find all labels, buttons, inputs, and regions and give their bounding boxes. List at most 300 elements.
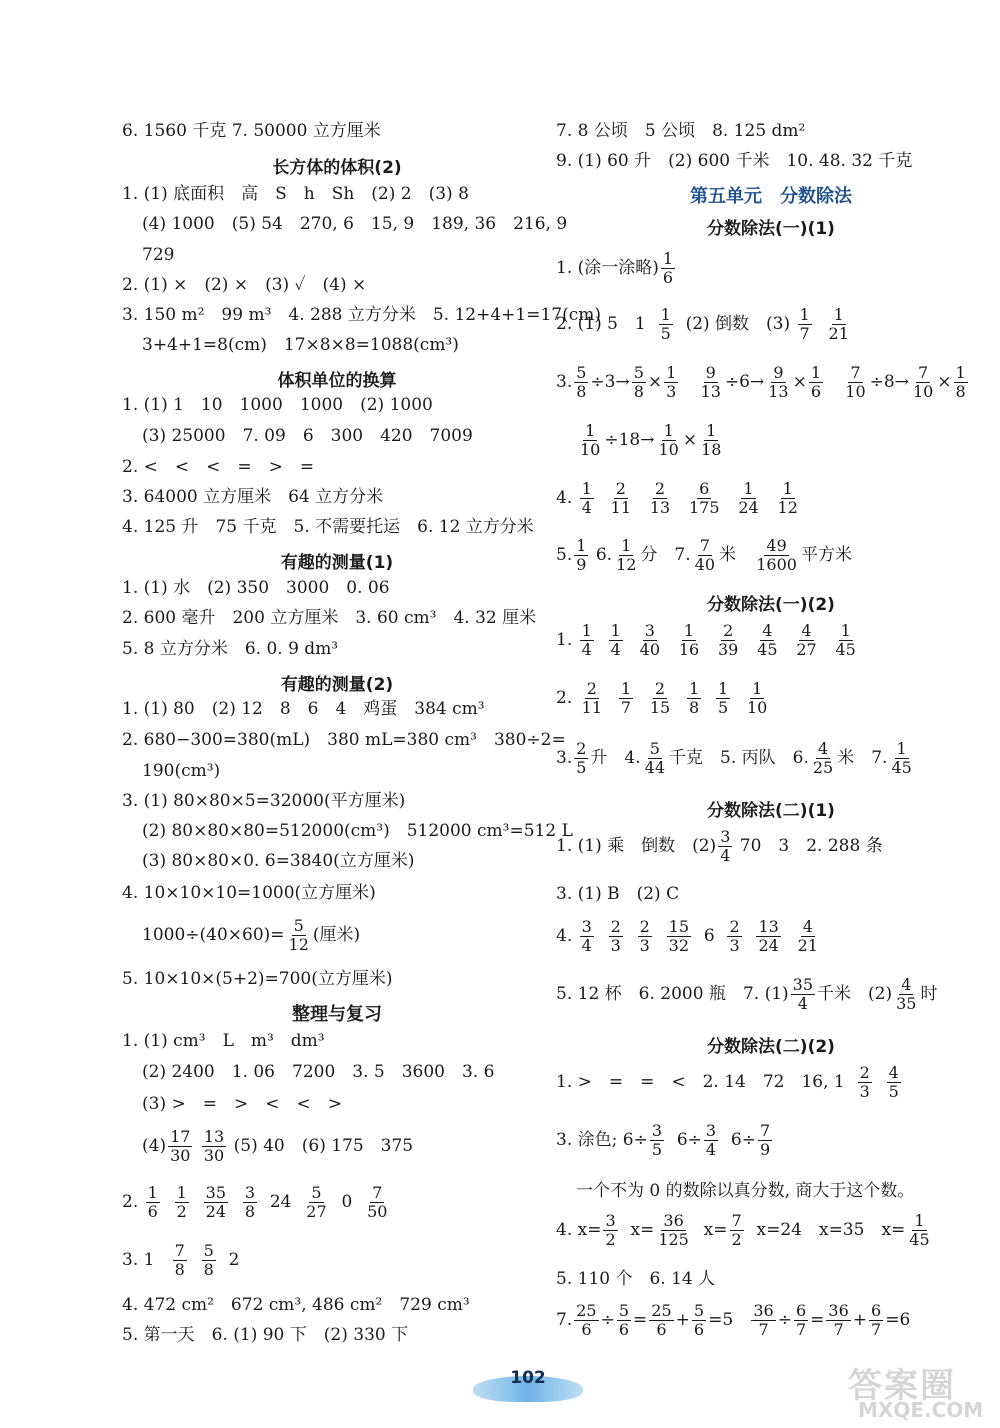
fraction (650, 1122, 664, 1159)
fraction-denominator: 6 (656, 1320, 667, 1339)
fraction-numerator: 35 (792, 975, 814, 994)
fraction (758, 1122, 772, 1159)
fraction-numerator: 1 (621, 536, 632, 555)
answer-line: (2) 80×80×80=512000(cm³) 512000 cm³=512 L (142, 821, 573, 841)
fraction-numerator: 2 (859, 1063, 870, 1082)
fraction-denominator: 6 (618, 1320, 630, 1339)
fraction (794, 622, 818, 659)
fraction (716, 622, 740, 659)
answer-line: (3) 25000 7. 09 6 300 420 7009 (142, 426, 473, 446)
fraction (173, 1242, 187, 1279)
fraction (677, 622, 701, 659)
fraction-denominator: 8 (633, 382, 644, 401)
fraction-numerator: 6 (871, 1301, 882, 1320)
answer-line: 3. 1 $\frac{7}{8}$ $\frac{5}{8}$ 2 (122, 1241, 240, 1279)
fraction-denominator: 8 (174, 1260, 185, 1279)
fraction-numerator: 4 (802, 917, 813, 936)
fraction (574, 740, 588, 777)
fraction-numerator: 3 (605, 1211, 616, 1230)
fraction-numerator: 2 (654, 679, 666, 698)
fraction-numerator: 1 (585, 421, 596, 440)
fraction (776, 480, 800, 517)
fraction (649, 1302, 673, 1339)
fraction (699, 364, 723, 401)
fraction-denominator: 40 (694, 555, 716, 574)
fraction (574, 1302, 598, 1339)
answer-line: 5. 第一天 6. (1) 90 下 (2) 330 下 (122, 1325, 409, 1345)
fraction (578, 422, 602, 459)
fraction-numerator: 7 (850, 363, 861, 382)
fraction-numerator: 4 (762, 621, 773, 640)
fraction-numerator: 1 (147, 1183, 158, 1202)
answer-line: 5. 10×10×(5+2)=700(立方厘米) (122, 969, 393, 989)
fraction-denominator: 10 (912, 382, 934, 401)
fraction-denominator: 7 (795, 1320, 807, 1339)
answer-line: 1. (1) 底面积 高 S h Sh (2) 2 (3) 8 (122, 184, 469, 204)
fraction-denominator: 7 (871, 1320, 882, 1339)
fraction-numerator: 7 (759, 1121, 771, 1140)
fraction-denominator: 30 (203, 1146, 225, 1165)
fraction-denominator: 35 (896, 994, 917, 1013)
fraction (168, 1128, 192, 1165)
unit-heading: 第五单元 分数除法 (690, 186, 852, 207)
fraction-numerator: 1 (176, 1183, 187, 1202)
answer-line: (4) 1000 (5) 54 270, 6 15, 9 189, 36 216, 9 (142, 214, 568, 234)
fraction (699, 422, 723, 459)
fraction-denominator: 3 (666, 382, 677, 401)
fraction-denominator: 45 (835, 640, 856, 659)
fraction-denominator: 18 (701, 440, 722, 459)
fraction-denominator: 6 (693, 1320, 705, 1339)
fraction-denominator: 27 (796, 640, 817, 659)
fraction-denominator: 7 (833, 1320, 844, 1339)
fraction-numerator: 1 (610, 621, 621, 640)
fraction-denominator: 6 (662, 268, 674, 287)
fraction-denominator: 44 (644, 758, 666, 777)
fraction (287, 917, 311, 954)
fraction-denominator: 2 (176, 1202, 187, 1221)
fraction-denominator: 8 (576, 382, 587, 401)
fraction (687, 480, 722, 517)
answer-line: 2. $\frac{2}{11}$ $\frac{1}{7}$ $\frac{2}{15}$ $\frac{1}{8}$ $\frac{1}{5}$ $\frac{1}{10}$ (556, 679, 768, 717)
fraction-denominator: 27 (306, 1202, 327, 1221)
section-heading: 分数除法(一)(1) (707, 219, 835, 239)
fraction-denominator: 5 (651, 1140, 663, 1159)
section-heading: 长方体的体积(2) (272, 158, 402, 178)
fraction (730, 1212, 744, 1249)
fraction (659, 306, 673, 343)
fraction-numerator: 1 (620, 679, 631, 698)
fraction-numerator: 1 (743, 479, 754, 498)
fraction-denominator: 32 (668, 936, 689, 955)
answer-line: 3. (1) B (2) C (556, 884, 680, 904)
fraction-numerator: 3 (651, 1121, 663, 1140)
fraction-denominator: 15 (649, 698, 671, 717)
fraction (887, 1064, 901, 1101)
fraction-denominator: 8 (955, 382, 966, 401)
fraction (736, 480, 760, 517)
fraction-denominator: 45 (891, 758, 912, 777)
fraction-numerator: 5 (576, 363, 587, 382)
fraction (609, 918, 623, 955)
fraction (580, 622, 594, 659)
fraction-numerator: 7 (918, 363, 929, 382)
fraction-numerator: 1 (782, 479, 793, 498)
answer-line: 7. 8 公顷 5 公顷 8. 125 dm² (556, 121, 806, 141)
fraction (619, 680, 633, 717)
watermark-url: MXQE.COM (858, 1398, 984, 1422)
fraction-numerator: 3 (581, 917, 592, 936)
watermark (848, 1358, 988, 1422)
fraction-denominator: 2 (605, 1230, 616, 1249)
section-heading: 整理与复习 (292, 1004, 382, 1025)
fraction-numerator: 25 (651, 1301, 672, 1320)
fraction-denominator: 25 (812, 758, 834, 777)
fraction-numerator: 2 (729, 917, 740, 936)
fraction-numerator: 1 (914, 1211, 925, 1230)
fraction-denominator: 8 (688, 698, 700, 717)
fraction-denominator: 21 (797, 936, 818, 955)
fraction-numerator: 2 (610, 917, 621, 936)
answer-line: 4. 10×10×10=1000(立方厘米) (122, 883, 376, 903)
fraction-numerator: 1 (833, 305, 844, 324)
fraction-numerator: 15 (668, 917, 689, 936)
fraction-numerator: 5 (618, 1301, 630, 1320)
fraction-denominator: 40 (639, 640, 660, 659)
section-heading: 分数除法(一)(2) (707, 595, 835, 615)
answer-line: 1. > = = < 2. 14 72 16, 1 $\frac{2}{3}$ $\frac{4}{5}$ (556, 1063, 899, 1101)
answer-line: (4) $\frac{17}{30}$ $\frac{13}{30}$ (5) 40 (6) 175 375 (142, 1127, 414, 1165)
fraction-denominator: 10 (658, 440, 679, 459)
fraction-denominator: 10 (580, 440, 601, 459)
answer-line: 1. (1) 乘 倒数 (2) $\frac{3}{4}$ 70 3 2. 288 条 (556, 827, 883, 865)
fraction-numerator: 9 (773, 363, 784, 382)
fraction (661, 250, 675, 287)
fraction-numerator: 1 (896, 739, 907, 758)
fraction-denominator: 175 (688, 498, 720, 517)
fraction (687, 680, 701, 717)
answer-line: 3. 64000 立方厘米 64 立方分米 (122, 487, 384, 507)
fraction-numerator: 36 (663, 1211, 684, 1230)
fraction (791, 976, 815, 1013)
fraction-numerator: 13 (758, 917, 779, 936)
fraction (811, 740, 835, 777)
fraction (716, 680, 730, 717)
answer-line: 2. 600 毫升 200 立方厘米 3. 60 cm³ 4. 32 厘米 (122, 608, 537, 628)
fraction (202, 1128, 226, 1165)
fraction-numerator: 1 (660, 305, 671, 324)
answer-line: 5. $\frac{1}{9}$ 6. $\frac{1}{12}$ 分 7. $\frac{7}{40}$ 米 $\frac{49}{1600}$ 平方米 (556, 536, 852, 574)
fraction-denominator: 12 (616, 555, 637, 574)
answer-line: 3. 涂色; 6÷ $\frac{3}{5}$ 6÷ $\frac{3}{4}$ 6÷ $\frac{7}{9}$ (556, 1121, 771, 1159)
answer-line: (2) 2400 1. 06 7200 3. 5 3600 3. 6 (142, 1062, 495, 1082)
answer-line: 4. x= $\frac{3}{2}$ x= $\frac{36}{125}$ x= $\frac{7}{2}$ x=24 x=35 x= $\frac{1}{45}$ (556, 1211, 930, 1249)
fraction-numerator: 4 (888, 1063, 899, 1082)
fraction-numerator: 1 (683, 621, 695, 640)
fraction-denominator: 7 (758, 1320, 769, 1339)
fraction-numerator: 1 (799, 305, 810, 324)
fraction-numerator: 2 (576, 739, 587, 758)
fraction-denominator: 5 (888, 1082, 899, 1101)
fraction-numerator: 35 (205, 1183, 226, 1202)
fraction (754, 537, 799, 574)
fraction-numerator: 1 (576, 536, 587, 555)
fraction-numerator: 5 (649, 739, 660, 758)
fraction-numerator: 5 (633, 363, 644, 382)
answer-line: 3+4+1=8(cm) 17×8×8=1088(cm³) (142, 335, 459, 355)
fraction (745, 680, 769, 717)
fraction-numerator: 7 (699, 536, 710, 555)
fraction (869, 1302, 883, 1339)
fraction-denominator: 24 (738, 498, 759, 517)
fraction (648, 480, 672, 517)
fraction-denominator: 24 (205, 1202, 226, 1221)
section-heading: 有趣的测量(1) (280, 553, 394, 573)
fraction-numerator: 2 (723, 621, 734, 640)
fraction-denominator: 12 (777, 498, 798, 517)
fraction (704, 1122, 718, 1159)
fraction-denominator: 5 (576, 758, 587, 777)
fraction (751, 1302, 775, 1339)
fraction-denominator: 5 (660, 324, 671, 343)
fraction (692, 1302, 706, 1339)
fraction (656, 1212, 691, 1249)
fraction-numerator: 36 (828, 1301, 849, 1320)
fraction-denominator: 50 (367, 1202, 388, 1221)
fraction-denominator: 4 (797, 994, 808, 1013)
fraction-numerator: 4 (817, 739, 829, 758)
fraction-numerator: 1 (840, 621, 851, 640)
fraction-denominator: 13 (700, 382, 721, 401)
fraction (638, 918, 652, 955)
fraction (718, 828, 732, 865)
fraction-denominator: 9 (576, 555, 587, 574)
answer-line: 5. 110 个 6. 14 人 (556, 1269, 716, 1289)
answer-line: 4. 125 升 75 千克 5. 不需要托运 6. 12 立方分米 (122, 517, 534, 537)
fraction-numerator: 3 (644, 621, 655, 640)
fraction (365, 1184, 389, 1221)
fraction-denominator: 10 (845, 382, 866, 401)
answer-line: 3. $\frac{5}{8}$ ÷3→ $\frac{5}{8}$ × $\frac{1}{3}$ $\frac{9}{13}$ ÷6→ $\frac{9}{13}$ × $\frac{1}{6}$ $\frac{7}{10}$ ÷8→ $\frac{7}{10}$ × $\frac{1}{8}$ (556, 363, 966, 401)
fraction (204, 1184, 228, 1221)
fraction-denominator: 6 (810, 382, 822, 401)
answer-line: 1. (1) 80 (2) 12 8 6 4 鸡蛋 384 cm³ (122, 699, 485, 719)
fraction (809, 364, 823, 401)
answer-line: 4. $\frac{3}{4}$ $\frac{2}{3}$ $\frac{2}{3}$ $\frac{15}{32}$ 6 $\frac{2}{3}$ $\frac{13}{24}$ $\frac{4}{21}$ (556, 917, 818, 955)
fraction (617, 1302, 631, 1339)
fraction (574, 537, 588, 574)
answer-line: 2. (1) 5 1 $\frac{1}{5}$ (2) 倒数 (3) $\frac{1}{7}$ $\frac{1}{21}$ (556, 305, 849, 343)
fraction-denominator: 12 (288, 935, 309, 954)
fraction-denominator: 4 (705, 1140, 717, 1159)
answer-line: 9. (1) 60 升 (2) 600 千米 10. 48. 32 千克 (556, 151, 913, 171)
fraction (889, 740, 913, 777)
answer-line: 2. < < < = > = (122, 457, 315, 477)
fraction (827, 306, 851, 343)
fraction (609, 622, 623, 659)
fraction (843, 364, 867, 401)
fraction-denominator: 3 (859, 1082, 870, 1101)
answer-line: 3. $\frac{2}{5}$ 升 4. $\frac{5}{44}$ 千克 5. 丙队 6. $\frac{4}{25}$ 米 7. $\frac{1}{45}$ (556, 739, 912, 777)
answer-line: 2. (1) × (2) × (3) ✓ (4) × (122, 275, 367, 295)
answer-line: 1. (涂一涂略) $\frac{1}{6}$ (556, 249, 674, 287)
fraction (756, 918, 780, 955)
fraction-denominator: 11 (581, 698, 602, 717)
fraction (727, 918, 741, 955)
fraction (794, 1302, 808, 1339)
fraction-numerator: 5 (311, 1183, 322, 1202)
fraction-denominator: 45 (757, 640, 778, 659)
section-heading: 体积单位的换算 (277, 371, 397, 391)
page-number (473, 1368, 583, 1404)
fraction-numerator: 1 (706, 421, 717, 440)
fraction-numerator: 5 (293, 916, 304, 935)
answer-line: 1. $\frac{1}{4}$ $\frac{1}{4}$ $\frac{3}{40}$ $\frac{1}{16}$ $\frac{2}{39}$ $\frac{4}{45}$ $\frac{4}{27}$ $\frac{1}{45}$ (556, 621, 856, 659)
fraction-denominator: 8 (244, 1202, 255, 1221)
fraction-numerator: 7 (174, 1241, 185, 1260)
fraction-denominator: 3 (729, 936, 740, 955)
fraction (894, 976, 918, 1013)
fraction-denominator: 45 (909, 1230, 930, 1249)
fraction-denominator: 6 (147, 1202, 158, 1221)
fraction-numerator: 1 (666, 363, 677, 382)
answer-line: 190(cm³) (142, 761, 221, 781)
fraction-denominator: 9 (759, 1140, 771, 1159)
fraction-numerator: 2 (586, 679, 597, 698)
fraction (656, 422, 680, 459)
fraction (614, 537, 638, 574)
fraction (664, 364, 678, 401)
section-heading: 分数除法(二)(1) (707, 801, 835, 821)
fraction-denominator: 5 (717, 698, 729, 717)
fraction-denominator: 13 (768, 382, 789, 401)
answer-line: (3) 80×80×0. 6=3840(立方厘米) (142, 851, 415, 871)
answer-line: 729 (142, 245, 175, 265)
fraction (693, 537, 717, 574)
fraction-denominator: 4 (581, 498, 592, 517)
answer-line: 1. (1) 1 10 1000 1000 (2) 1000 (122, 395, 433, 415)
fraction-numerator: 2 (615, 479, 626, 498)
fraction-denominator: 4 (581, 936, 592, 955)
fraction-numerator: 2 (639, 917, 650, 936)
fraction (580, 918, 594, 955)
fraction-numerator: 6 (795, 1301, 807, 1320)
fraction-numerator: 7 (731, 1211, 742, 1230)
answer-line: 6. 1560 千克 7. 50000 立方厘米 (122, 121, 381, 141)
fraction-numerator: 1 (663, 421, 674, 440)
fraction (202, 1242, 216, 1279)
fraction-numerator: 13 (203, 1127, 225, 1146)
answer-line: 1. (1) cm³ L m³ dm³ (122, 1031, 325, 1051)
fraction-denominator: 21 (828, 324, 849, 343)
fraction-denominator: 39 (717, 640, 739, 659)
fraction-denominator: 4 (610, 640, 621, 659)
fraction-denominator: 3 (639, 936, 650, 955)
answer-line: 2. $\frac{1}{6}$ $\frac{1}{2}$ $\frac{35}{24}$ $\frac{3}{8}$ 24 $\frac{5}{27}$ 0 $\frac{7}{50}$ (122, 1183, 388, 1221)
fraction-denominator: 2 (731, 1230, 742, 1249)
fraction (580, 680, 604, 717)
fraction-denominator: 30 (170, 1146, 191, 1165)
fraction (638, 622, 662, 659)
fraction (667, 918, 691, 955)
answer-line: $\frac{1}{10}$ ÷18→ $\frac{1}{10}$ × $\frac{1}{18}$ (580, 421, 722, 459)
fraction-denominator: 125 (658, 1230, 689, 1249)
fraction-numerator: 1 (810, 363, 822, 382)
fraction-numerator: 25 (576, 1301, 597, 1320)
fraction-numerator: 5 (693, 1301, 705, 1320)
fraction-numerator: 4 (801, 621, 812, 640)
fraction-numerator: 5 (203, 1241, 214, 1260)
fraction (834, 622, 858, 659)
page-number-text: 102 (510, 1368, 546, 1388)
fraction (796, 918, 820, 955)
fraction (580, 480, 594, 517)
answer-line: (3) > = > < < > (142, 1094, 342, 1114)
fraction (175, 1184, 189, 1221)
fraction-denominator: 1600 (756, 555, 797, 574)
fraction-denominator: 7 (799, 324, 810, 343)
fraction-numerator: 1 (662, 249, 674, 268)
fraction-denominator: 10 (746, 698, 768, 717)
fraction-numerator: 6 (699, 479, 710, 498)
fraction (911, 364, 935, 401)
fraction-denominator: 4 (720, 846, 731, 865)
fraction-numerator: 9 (705, 363, 716, 382)
fraction-numerator: 36 (753, 1301, 774, 1320)
fraction (643, 740, 667, 777)
fraction-numerator: 49 (766, 536, 787, 555)
fraction (826, 1302, 850, 1339)
fraction-numerator: 3 (705, 1121, 717, 1140)
fraction (648, 680, 672, 717)
fraction-denominator: 6 (581, 1320, 592, 1339)
fraction-numerator: 1 (717, 679, 729, 698)
answer-line: 5. 12 杯 6. 2000 瓶 7. (1) $\frac{35}{4}$ 千米 (2) $\frac{4}{35}$ 时 (556, 975, 938, 1013)
fraction (858, 1064, 872, 1101)
fraction-denominator: 13 (649, 498, 671, 517)
fraction (755, 622, 779, 659)
fraction-denominator: 4 (581, 640, 592, 659)
fraction (603, 1212, 617, 1249)
answer-line: 1000÷(40×60)= $\frac{5}{12}$ (厘米) (142, 916, 361, 954)
fraction-numerator: 1 (955, 363, 966, 382)
fraction-numerator: 1 (581, 479, 592, 498)
fraction-denominator: 8 (203, 1260, 214, 1279)
section-heading: 有趣的测量(2) (280, 675, 394, 695)
section-heading: 分数除法(二)(2) (707, 1037, 835, 1057)
fraction (766, 364, 790, 401)
fraction-numerator: 17 (170, 1127, 191, 1146)
fraction-numerator: 1 (581, 621, 592, 640)
fraction-denominator: 11 (610, 498, 631, 517)
watermark-text: 答案圈 (848, 1366, 956, 1406)
answer-line: 1. (1) 水 (2) 350 3000 0. 06 (122, 578, 390, 598)
fraction-numerator: 7 (372, 1183, 383, 1202)
answer-line: 3. (1) 80×80×5=32000(平方厘米) (122, 791, 406, 811)
answer-line: 4. $\frac{1}{4}$ $\frac{2}{11}$ $\frac{2}{13}$ $\frac{6}{175}$ $\frac{1}{24}$ $\frac{1}{12}$ (556, 479, 798, 517)
fraction-denominator: 3 (610, 936, 621, 955)
fraction (304, 1184, 328, 1221)
answer-line: 7. $\frac{25}{6}$ ÷ $\frac{5}{6}$ = $\frac{25}{6}$ + $\frac{5}{6}$ =5 $\frac{36}{7}$ ÷ $\frac{6}{7}$ = $\frac{36}{7}$ + $\frac{6}{7}$ =6 (556, 1301, 911, 1339)
answer-line: 2. 680−300=380(mL) 380 mL=380 cm³ 380÷2= (122, 730, 566, 750)
fraction-numerator: 1 (688, 679, 700, 698)
fraction-numerator: 2 (654, 479, 666, 498)
fraction (954, 364, 968, 401)
fraction-numerator: 1 (752, 679, 763, 698)
fraction-denominator: 16 (678, 640, 700, 659)
answer-line: 一个不为 0 的数除以真分数, 商大于这个数。 (576, 1181, 915, 1201)
fraction (907, 1212, 931, 1249)
